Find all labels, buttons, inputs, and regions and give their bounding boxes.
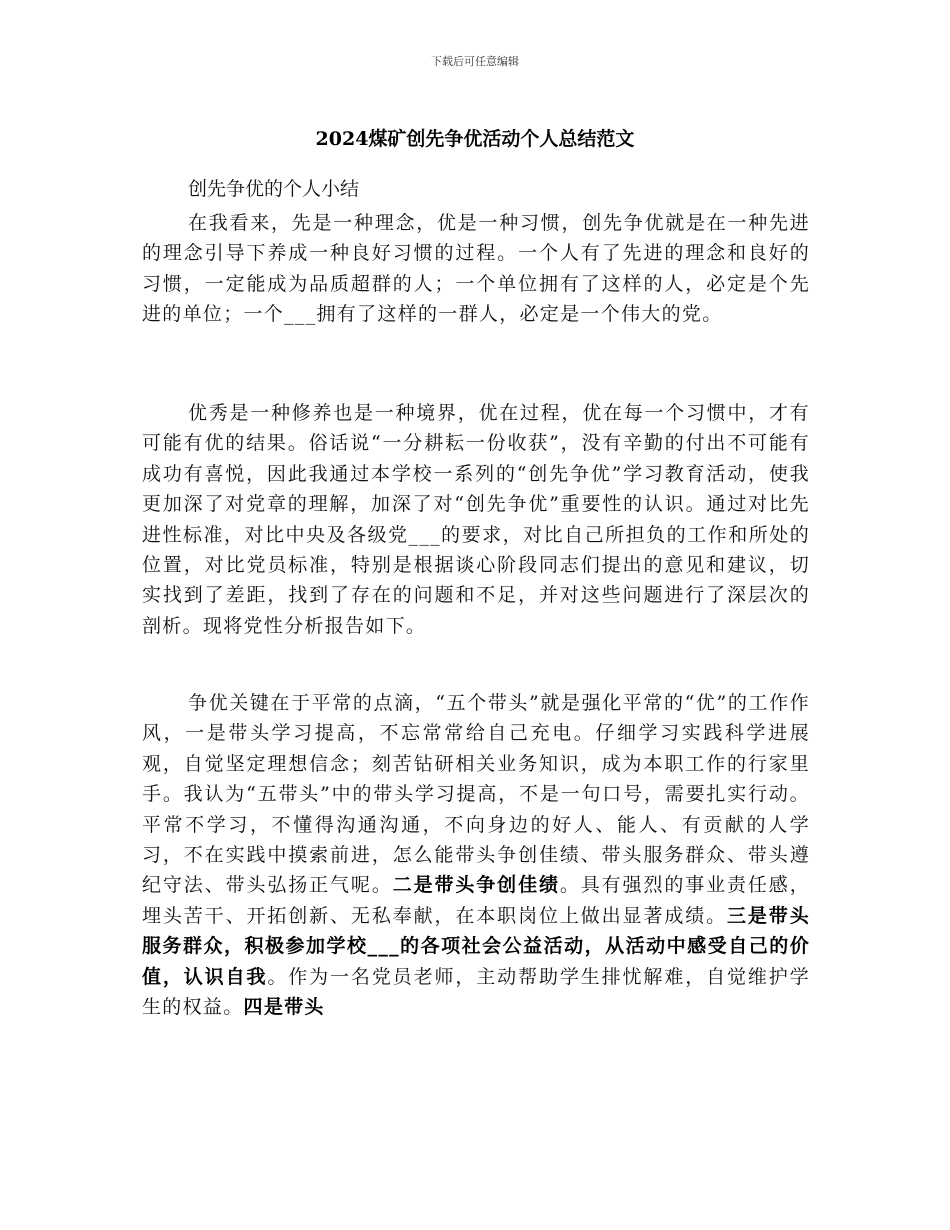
paragraph-3-bold-2: 三是带头服务群众，积极参加学校___的各项社会公益活动，从活动中感受自己的价值，认识自我 xyxy=(142,904,810,988)
section-subtitle: 创先争优的个人小结 xyxy=(188,178,360,200)
paragraph-3 xyxy=(142,688,810,1022)
paragraph-2: 优秀是一种修养也是一种境界，优在过程，优在每一个习惯中，才有可能有优的结果。俗话说“一分耕耘一份收获”，没有辛勤的付出不可能有成功有喜悦，因此我通过本学校一系列的“创先争优”学习教育活动，使我更加深了对党章的理解，加深了对“创先争优”重要性的认识。通过对比先进性标准，对比中央及各级党___的要求，对比自己所担负的工作和所处的位置，对比党员标准，特别是根据谈心阶段同志们提出的意见和建议，切实找到了差距，找到了存在的问题和不足，并对这些问题进行了深层次的剖析。现将党性分析报告如下。 xyxy=(142,402,810,637)
paragraph-1: 在我看来，先是一种理念，优是一种习惯，创先争优就是在一种先进的理念引导下养成一种良好习惯的过程。一个人有了先进的理念和良好的习惯，一定能成为品质超群的人；一个单位拥有了这样的人，必定是个先进的单位；一个___拥有了这样的一群人，必定是一个伟大的党。 xyxy=(142,212,810,326)
document-title: 2024煤矿创先争优活动个人总结范文 xyxy=(315,128,635,150)
paragraph-3-text-2: 。具有强烈的事业责任感，埋头苦干、开拓创新、无私奉献，在本职岗位上做出显著成绩。 xyxy=(142,874,810,927)
header-note: 下载后可任意编辑 xyxy=(431,55,519,68)
paragraph-3-bold-3: 四是带头 xyxy=(243,996,325,1019)
paragraph-3-bold-1: 二是带头争创佳绩 xyxy=(392,874,560,897)
paragraph-3-text-1: 争优关键在于平常的点滴，“五个带头”就是强化平常的“优”的工作作风，一是带头学习提高，不忘常常给自己充电。仔细学习实践科学进展观，自觉坚定理想信念；刻苦钻研相关业务知识，成为本职工作的行家里手。我认为“五带头”中的带头学习提高，不是一句口号，需要扎实行动。平常不学习，不懂得沟通沟通，不向身边的好人、能人、有贡献的人学习，不在实践中摸索前进，怎么能带头争创佳绩、带头服务群众、带头遵纪守法、带头弘扬正气呢。 xyxy=(142,692,810,897)
paragraph-3-text-3: 。作为一名党员老师，主动帮助学生排忧解难，自觉维护学生的权益。 xyxy=(142,965,810,1019)
